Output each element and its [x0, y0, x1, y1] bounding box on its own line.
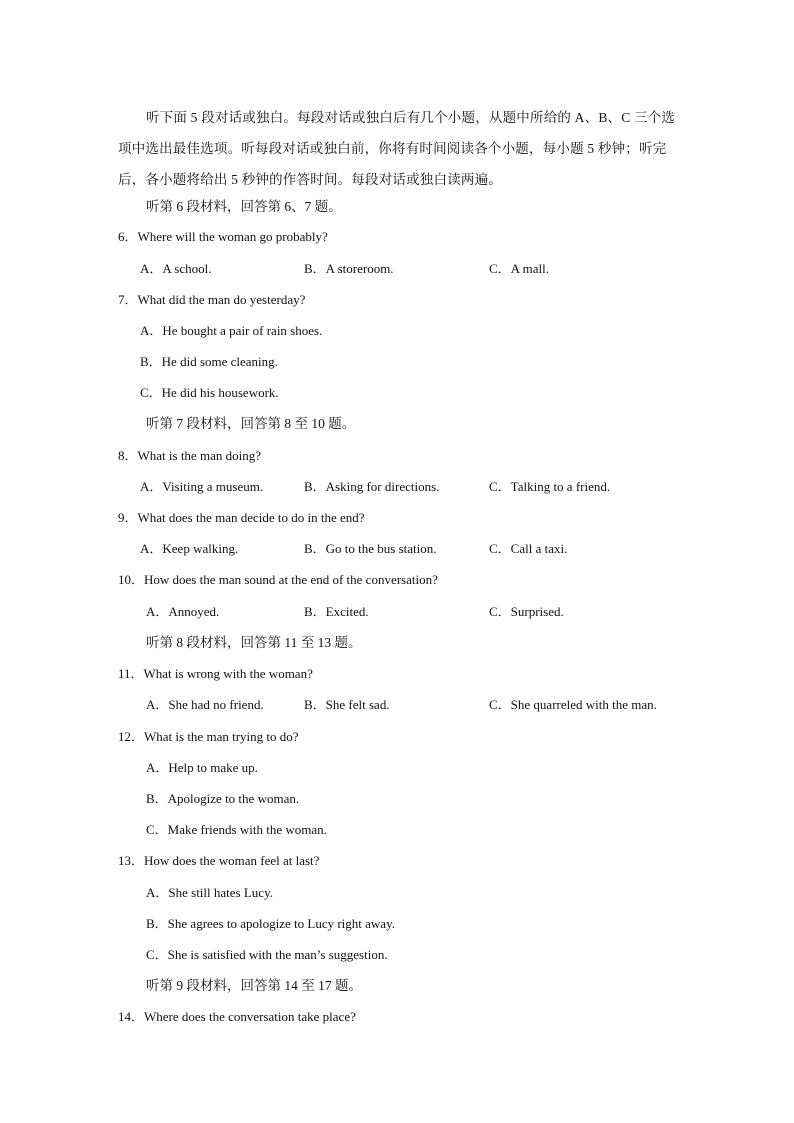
option-b: B．Asking for directions.	[304, 479, 440, 494]
option-a: A．Keep walking.	[140, 541, 239, 556]
option-a: A．She still hates Lucy.	[146, 885, 273, 900]
option-b: B．She agrees to apologize to Lucy right away.	[146, 916, 395, 931]
question-stem: 14．Where does the conversation take place?	[118, 1009, 356, 1024]
question-stem: 10．How does the man sound at the end of the conversation?	[118, 572, 438, 587]
section-heading: 听第 8 段材料，回答第 11 至 13 题。	[146, 635, 362, 650]
option-b: B．Apologize to the woman.	[146, 791, 300, 806]
question-stem: 6．Where will the woman go probably?	[118, 229, 328, 244]
question-stem: 7．What did the man do yesterday?	[118, 292, 306, 307]
option-a: A．A school.	[140, 261, 212, 276]
option-a: A．Visiting a museum.	[140, 479, 264, 494]
option-b: B．She felt sad.	[304, 697, 390, 712]
option-c: C．He did his housework.	[140, 385, 279, 400]
option-a: A．She had no friend.	[146, 697, 264, 712]
section-heading: 听第 9 段材料，回答第 14 至 17 题。	[146, 978, 362, 993]
option-a: A．He bought a pair of rain shoes.	[140, 323, 323, 338]
option-a: A．Help to make up.	[146, 760, 258, 775]
option-c: C．Talking to a friend.	[489, 479, 611, 494]
option-c: C．She quarreled with the man.	[489, 697, 657, 712]
question-stem: 9．What does the man decide to do in the end?	[118, 510, 365, 525]
question-stem: 12．What is the man trying to do?	[118, 729, 299, 744]
question-stem: 13．How does the woman feel at last?	[118, 853, 320, 868]
option-b: B．Excited.	[304, 604, 369, 619]
option-c: C．A mall.	[489, 261, 549, 276]
option-c: C．Call a taxi.	[489, 541, 568, 556]
option-b: B．He did some cleaning.	[140, 354, 278, 369]
section-heading: 听第 7 段材料，回答第 8 至 10 题。	[146, 416, 356, 431]
question-stem: 8．What is the man doing?	[118, 448, 261, 463]
option-b: B．Go to the bus station.	[304, 541, 437, 556]
option-c: C．Surprised.	[489, 604, 564, 619]
option-c: C．She is satisfied with the man’s suggestion.	[146, 947, 388, 962]
section-heading: 听第 6 段材料，回答第 6、7 题。	[146, 199, 342, 214]
option-a: A．Annoyed.	[146, 604, 220, 619]
option-c: C．Make friends with the woman.	[146, 822, 327, 837]
question-stem: 11．What is wrong with the woman?	[118, 666, 313, 681]
listening-instructions: 听下面 5 段对话或独白。每段对话或独白后有几个小题，从题中所给的 A、B、C 三个选项中选出最佳选项。听每段对话或独白前，你将有时间阅读各个小题，每小题 5 秒钟；听完后，各小题将给出 5 秒钟的作答时间。每段对话或独白读两遍。	[118, 110, 676, 187]
option-b: B．A storeroom.	[304, 261, 394, 276]
